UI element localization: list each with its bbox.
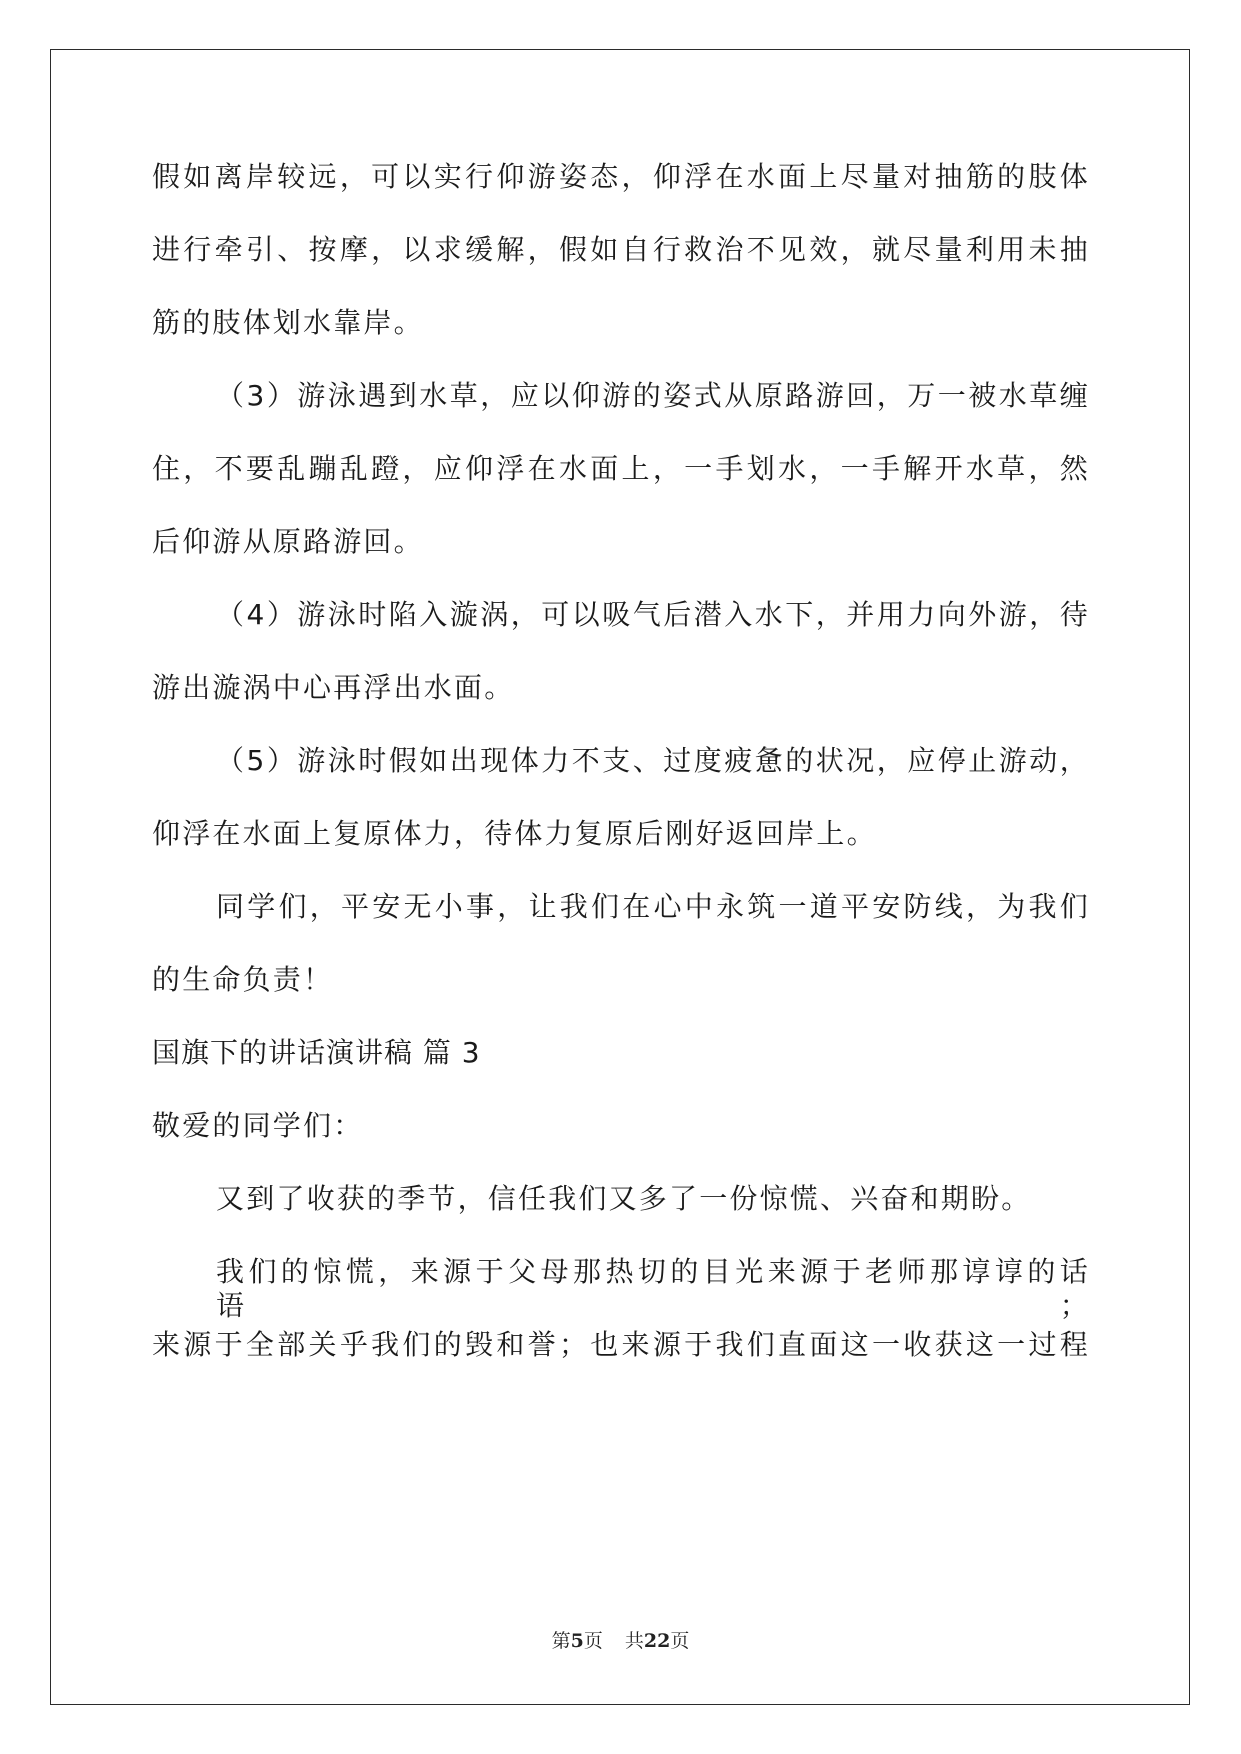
- paragraph-line: 仰浮在水面上复原体力，待体力复原后刚好返回岸上。: [152, 817, 877, 850]
- paragraph-line: 假如离岸较远，可以实行仰游姿态，仰浮在水面上尽量对抽筋的肢体: [152, 160, 1090, 193]
- paragraph-line: 后仰游从原路游回。: [152, 525, 424, 558]
- paragraph-line: （3）游泳遇到水草，应以仰游的姿式从原路游回，万一被水草缠: [216, 379, 1090, 412]
- paragraph-line: 进行牵引、按摩，以求缓解，假如自行救治不见效，就尽量利用未抽: [152, 233, 1090, 266]
- paragraph-line: （4）游泳时陷入漩涡，可以吸气后潜入水下，并用力向外游，待: [216, 598, 1090, 631]
- paragraph-line: 同学们，平安无小事，让我们在心中永筑一道平安防线，为我们: [216, 890, 1090, 923]
- footer-total-prefix: 共: [624, 1630, 644, 1652]
- footer-page-suffix: 页: [583, 1630, 603, 1652]
- section-heading: 国旗下的讲话演讲稿 篇 3: [152, 1036, 481, 1069]
- paragraph-line: 筋的肢体划水靠岸。: [152, 306, 424, 339]
- paragraph-line: 的生命负责！: [152, 963, 334, 996]
- paragraph-line: 我们的惊慌，来源于父母那热切的目光来源于老师那谆谆的话语；: [216, 1255, 1090, 1322]
- paragraph-line: 来源于全部关乎我们的毁和誉；也来源于我们直面这一收获这一过程: [152, 1328, 1090, 1361]
- paragraph-line: 游出漩涡中心再浮出水面。: [152, 671, 515, 704]
- paragraph-line: 又到了收获的季节，信任我们又多了一份惊慌、兴奋和期盼。: [216, 1182, 1032, 1215]
- footer-total-suffix: 页: [670, 1630, 690, 1652]
- footer-prefix: 第: [551, 1630, 571, 1652]
- current-page-number: 5: [570, 1630, 584, 1652]
- total-page-count: 22: [643, 1630, 671, 1652]
- paragraph-line: （5）游泳时假如出现体力不支、过度疲惫的状况，应停止游动，: [216, 744, 1090, 777]
- page-footer: [0, 1626, 1241, 1653]
- page-border: [50, 49, 1190, 1705]
- salutation: 敬爱的同学们：: [152, 1109, 364, 1142]
- paragraph-line: 住，不要乱蹦乱蹬，应仰浮在水面上，一手划水，一手解开水草，然: [152, 452, 1090, 485]
